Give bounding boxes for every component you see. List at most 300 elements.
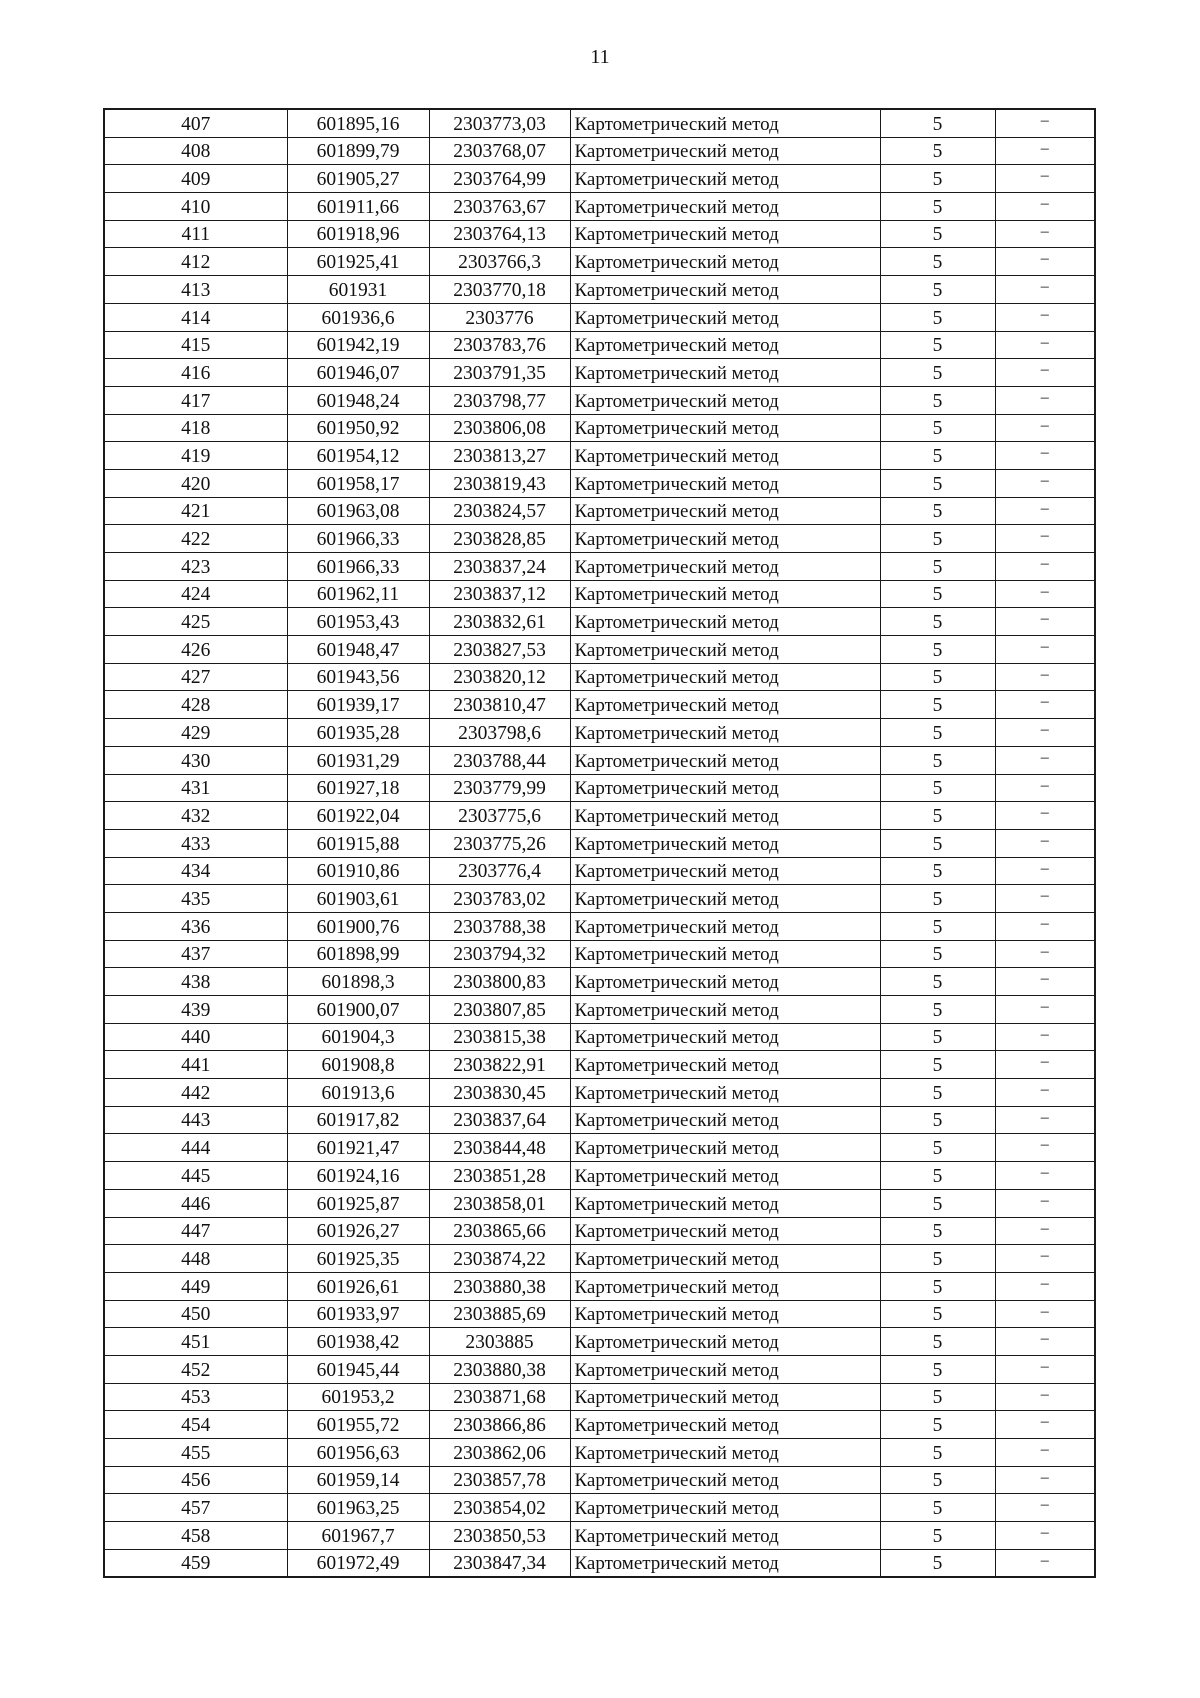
table-row (104, 193, 1095, 221)
table-row (104, 885, 1095, 913)
description-cell: – (995, 276, 1095, 304)
table-row (104, 1411, 1095, 1439)
x-coordinate-cell: 601936,6 (287, 303, 429, 331)
y-coordinate-cell: 2303798,6 (429, 719, 570, 747)
description-cell: – (995, 885, 1095, 913)
table-row (104, 1079, 1095, 1107)
x-coordinate-cell: 601926,61 (287, 1272, 429, 1300)
accuracy-cell: 5 (880, 940, 995, 968)
accuracy-cell: 5 (880, 580, 995, 608)
method-cell: Картометрический метод (570, 220, 880, 248)
description-cell: – (995, 248, 1095, 276)
table-row (104, 691, 1095, 719)
description-cell: – (995, 469, 1095, 497)
accuracy-cell: 5 (880, 1162, 995, 1190)
x-coordinate-cell: 601959,14 (287, 1466, 429, 1494)
description-cell: – (995, 1106, 1095, 1134)
description-cell: – (995, 386, 1095, 414)
table-row (104, 248, 1095, 276)
accuracy-cell: 5 (880, 553, 995, 581)
y-coordinate-cell: 2303832,61 (429, 608, 570, 636)
description-cell: – (995, 1134, 1095, 1162)
x-coordinate-cell: 601900,76 (287, 912, 429, 940)
table-row (104, 1106, 1095, 1134)
y-coordinate-cell: 2303798,77 (429, 386, 570, 414)
accuracy-cell: 5 (880, 193, 995, 221)
method-cell: Картометрический метод (570, 1162, 880, 1190)
table-row (104, 469, 1095, 497)
page-number: 11 (590, 46, 610, 68)
accuracy-cell: 5 (880, 303, 995, 331)
accuracy-cell: 5 (880, 774, 995, 802)
point-number-cell: 445 (104, 1162, 287, 1190)
method-cell: Картометрический метод (570, 719, 880, 747)
point-number-cell: 450 (104, 1300, 287, 1328)
method-cell: Картометрический метод (570, 1300, 880, 1328)
method-cell: Картометрический метод (570, 386, 880, 414)
accuracy-cell: 5 (880, 968, 995, 996)
y-coordinate-cell: 2303819,43 (429, 469, 570, 497)
accuracy-cell: 5 (880, 442, 995, 470)
method-cell: Картометрический метод (570, 359, 880, 387)
accuracy-cell: 5 (880, 469, 995, 497)
x-coordinate-cell: 601962,11 (287, 580, 429, 608)
accuracy-cell: 5 (880, 691, 995, 719)
y-coordinate-cell: 2303788,38 (429, 912, 570, 940)
accuracy-cell: 5 (880, 1494, 995, 1522)
x-coordinate-cell: 601938,42 (287, 1328, 429, 1356)
method-cell: Картометрический метод (570, 1272, 880, 1300)
method-cell: Картометрический метод (570, 1023, 880, 1051)
table-row (104, 719, 1095, 747)
method-cell: Картометрический метод (570, 414, 880, 442)
table-row (104, 940, 1095, 968)
accuracy-cell: 5 (880, 331, 995, 359)
method-cell: Картометрический метод (570, 1466, 880, 1494)
y-coordinate-cell: 2303885 (429, 1328, 570, 1356)
table-row (104, 553, 1095, 581)
method-cell: Картометрический метод (570, 1411, 880, 1439)
method-cell: Картометрический метод (570, 1355, 880, 1383)
x-coordinate-cell: 601931 (287, 276, 429, 304)
y-coordinate-cell: 2303828,85 (429, 525, 570, 553)
x-coordinate-cell: 601903,61 (287, 885, 429, 913)
y-coordinate-cell: 2303763,67 (429, 193, 570, 221)
description-cell: – (995, 1217, 1095, 1245)
x-coordinate-cell: 601939,17 (287, 691, 429, 719)
y-coordinate-cell: 2303874,22 (429, 1245, 570, 1273)
method-cell: Картометрический метод (570, 1328, 880, 1356)
accuracy-cell: 5 (880, 1272, 995, 1300)
point-number-cell: 436 (104, 912, 287, 940)
table-row (104, 165, 1095, 193)
x-coordinate-cell: 601967,7 (287, 1522, 429, 1550)
description-cell: – (995, 663, 1095, 691)
method-cell: Картометрический метод (570, 636, 880, 664)
x-coordinate-cell: 601895,16 (287, 109, 429, 137)
point-number-cell: 438 (104, 968, 287, 996)
description-cell: – (995, 912, 1095, 940)
method-cell: Картометрический метод (570, 1494, 880, 1522)
table-row (104, 996, 1095, 1024)
table-row (104, 746, 1095, 774)
table-row (104, 1355, 1095, 1383)
y-coordinate-cell: 2303847,34 (429, 1549, 570, 1577)
y-coordinate-cell: 2303837,24 (429, 553, 570, 581)
description-cell: – (995, 1549, 1095, 1577)
table-row (104, 386, 1095, 414)
point-number-cell: 459 (104, 1549, 287, 1577)
accuracy-cell: 5 (880, 1355, 995, 1383)
method-cell: Картометрический метод (570, 691, 880, 719)
x-coordinate-cell: 601927,18 (287, 774, 429, 802)
accuracy-cell: 5 (880, 1411, 995, 1439)
description-cell: – (995, 497, 1095, 525)
accuracy-cell: 5 (880, 1522, 995, 1550)
accuracy-cell: 5 (880, 1217, 995, 1245)
method-cell: Картометрический метод (570, 663, 880, 691)
description-cell: – (995, 303, 1095, 331)
description-cell: – (995, 331, 1095, 359)
point-number-cell: 458 (104, 1522, 287, 1550)
point-number-cell: 446 (104, 1189, 287, 1217)
method-cell: Картометрический метод (570, 442, 880, 470)
y-coordinate-cell: 2303806,08 (429, 414, 570, 442)
method-cell: Картометрический метод (570, 1245, 880, 1273)
method-cell: Картометрический метод (570, 912, 880, 940)
y-coordinate-cell: 2303837,12 (429, 580, 570, 608)
description-cell: – (995, 165, 1095, 193)
y-coordinate-cell: 2303880,38 (429, 1355, 570, 1383)
point-number-cell: 416 (104, 359, 287, 387)
x-coordinate-cell: 601954,12 (287, 442, 429, 470)
y-coordinate-cell: 2303791,35 (429, 359, 570, 387)
y-coordinate-cell: 2303813,27 (429, 442, 570, 470)
point-number-cell: 421 (104, 497, 287, 525)
point-number-cell: 449 (104, 1272, 287, 1300)
description-cell: – (995, 746, 1095, 774)
table-row (104, 442, 1095, 470)
table-row (104, 1328, 1095, 1356)
method-cell: Картометрический метод (570, 857, 880, 885)
x-coordinate-cell: 601963,08 (287, 497, 429, 525)
accuracy-cell: 5 (880, 1466, 995, 1494)
method-cell: Картометрический метод (570, 137, 880, 165)
point-number-cell: 409 (104, 165, 287, 193)
table-row (104, 774, 1095, 802)
table-row (104, 1189, 1095, 1217)
accuracy-cell: 5 (880, 829, 995, 857)
point-number-cell: 432 (104, 802, 287, 830)
method-cell: Картометрический метод (570, 1106, 880, 1134)
x-coordinate-cell: 601910,86 (287, 857, 429, 885)
accuracy-cell: 5 (880, 746, 995, 774)
x-coordinate-cell: 601899,79 (287, 137, 429, 165)
point-number-cell: 414 (104, 303, 287, 331)
accuracy-cell: 5 (880, 276, 995, 304)
description-cell: – (995, 1328, 1095, 1356)
x-coordinate-cell: 601935,28 (287, 719, 429, 747)
point-number-cell: 417 (104, 386, 287, 414)
table-row (104, 359, 1095, 387)
x-coordinate-cell: 601921,47 (287, 1134, 429, 1162)
table-row (104, 1383, 1095, 1411)
point-number-cell: 415 (104, 331, 287, 359)
accuracy-cell: 5 (880, 525, 995, 553)
description-cell: – (995, 857, 1095, 885)
y-coordinate-cell: 2303783,02 (429, 885, 570, 913)
point-number-cell: 424 (104, 580, 287, 608)
x-coordinate-cell: 601898,3 (287, 968, 429, 996)
description-cell: – (995, 1051, 1095, 1079)
method-cell: Картометрический метод (570, 829, 880, 857)
method-cell: Картометрический метод (570, 276, 880, 304)
point-number-cell: 411 (104, 220, 287, 248)
point-number-cell: 448 (104, 1245, 287, 1273)
x-coordinate-cell: 601950,92 (287, 414, 429, 442)
table-row (104, 137, 1095, 165)
table-row (104, 1051, 1095, 1079)
description-cell: – (995, 1522, 1095, 1550)
x-coordinate-cell: 601956,63 (287, 1439, 429, 1467)
table-row (104, 109, 1095, 137)
table-row (104, 857, 1095, 885)
method-cell: Картометрический метод (570, 1217, 880, 1245)
description-cell: – (995, 1162, 1095, 1190)
x-coordinate-cell: 601943,56 (287, 663, 429, 691)
point-number-cell: 422 (104, 525, 287, 553)
point-number-cell: 439 (104, 996, 287, 1024)
x-coordinate-cell: 601925,41 (287, 248, 429, 276)
accuracy-cell: 5 (880, 1079, 995, 1107)
y-coordinate-cell: 2303810,47 (429, 691, 570, 719)
description-cell: – (995, 1439, 1095, 1467)
y-coordinate-cell: 2303830,45 (429, 1079, 570, 1107)
y-coordinate-cell: 2303858,01 (429, 1189, 570, 1217)
table-row (104, 912, 1095, 940)
method-cell: Картометрический метод (570, 1079, 880, 1107)
accuracy-cell: 5 (880, 719, 995, 747)
table-row (104, 1023, 1095, 1051)
point-number-cell: 423 (104, 553, 287, 581)
table-row (104, 636, 1095, 664)
accuracy-cell: 5 (880, 1245, 995, 1273)
accuracy-cell: 5 (880, 912, 995, 940)
method-cell: Картометрический метод (570, 580, 880, 608)
method-cell: Картометрический метод (570, 802, 880, 830)
x-coordinate-cell: 601955,72 (287, 1411, 429, 1439)
point-number-cell: 425 (104, 608, 287, 636)
x-coordinate-cell: 601905,27 (287, 165, 429, 193)
x-coordinate-cell: 601911,66 (287, 193, 429, 221)
method-cell: Картометрический метод (570, 1522, 880, 1550)
y-coordinate-cell: 2303770,18 (429, 276, 570, 304)
description-cell: – (995, 1189, 1095, 1217)
accuracy-cell: 5 (880, 1383, 995, 1411)
point-number-cell: 443 (104, 1106, 287, 1134)
point-number-cell: 435 (104, 885, 287, 913)
description-cell: – (995, 220, 1095, 248)
accuracy-cell: 5 (880, 996, 995, 1024)
y-coordinate-cell: 2303822,91 (429, 1051, 570, 1079)
y-coordinate-cell: 2303820,12 (429, 663, 570, 691)
y-coordinate-cell: 2303871,68 (429, 1383, 570, 1411)
y-coordinate-cell: 2303824,57 (429, 497, 570, 525)
y-coordinate-cell: 2303775,26 (429, 829, 570, 857)
x-coordinate-cell: 601918,96 (287, 220, 429, 248)
point-number-cell: 434 (104, 857, 287, 885)
point-number-cell: 440 (104, 1023, 287, 1051)
point-number-cell: 426 (104, 636, 287, 664)
accuracy-cell: 5 (880, 1051, 995, 1079)
accuracy-cell: 5 (880, 248, 995, 276)
description-cell: – (995, 137, 1095, 165)
y-coordinate-cell: 2303768,07 (429, 137, 570, 165)
description-cell: – (995, 1383, 1095, 1411)
method-cell: Картометрический метод (570, 940, 880, 968)
table-row (104, 414, 1095, 442)
description-cell: – (995, 1272, 1095, 1300)
coordinates-table (103, 108, 1096, 1578)
method-cell: Картометрический метод (570, 469, 880, 497)
x-coordinate-cell: 601925,87 (287, 1189, 429, 1217)
x-coordinate-cell: 601924,16 (287, 1162, 429, 1190)
table-row (104, 1439, 1095, 1467)
x-coordinate-cell: 601966,33 (287, 553, 429, 581)
point-number-cell: 429 (104, 719, 287, 747)
method-cell: Картометрический метод (570, 996, 880, 1024)
table-row (104, 1494, 1095, 1522)
description-cell: – (995, 691, 1095, 719)
accuracy-cell: 5 (880, 497, 995, 525)
point-number-cell: 451 (104, 1328, 287, 1356)
y-coordinate-cell: 2303857,78 (429, 1466, 570, 1494)
x-coordinate-cell: 601953,2 (287, 1383, 429, 1411)
description-cell: – (995, 1023, 1095, 1051)
y-coordinate-cell: 2303807,85 (429, 996, 570, 1024)
table-row (104, 1272, 1095, 1300)
method-cell: Картометрический метод (570, 1134, 880, 1162)
table-row (104, 525, 1095, 553)
x-coordinate-cell: 601963,25 (287, 1494, 429, 1522)
description-cell: – (995, 553, 1095, 581)
method-cell: Картометрический метод (570, 109, 880, 137)
description-cell: – (995, 1355, 1095, 1383)
y-coordinate-cell: 2303850,53 (429, 1522, 570, 1550)
y-coordinate-cell: 2303779,99 (429, 774, 570, 802)
x-coordinate-cell: 601908,8 (287, 1051, 429, 1079)
description-cell: – (995, 359, 1095, 387)
y-coordinate-cell: 2303764,99 (429, 165, 570, 193)
x-coordinate-cell: 601958,17 (287, 469, 429, 497)
point-number-cell: 444 (104, 1134, 287, 1162)
y-coordinate-cell: 2303815,38 (429, 1023, 570, 1051)
description-cell: – (995, 719, 1095, 747)
method-cell: Картометрический метод (570, 303, 880, 331)
method-cell: Картометрический метод (570, 165, 880, 193)
point-number-cell: 410 (104, 193, 287, 221)
accuracy-cell: 5 (880, 414, 995, 442)
x-coordinate-cell: 601972,49 (287, 1549, 429, 1577)
x-coordinate-cell: 601898,99 (287, 940, 429, 968)
y-coordinate-cell: 2303783,76 (429, 331, 570, 359)
table-row (104, 608, 1095, 636)
table-row (104, 1300, 1095, 1328)
accuracy-cell: 5 (880, 663, 995, 691)
table-row (104, 1549, 1095, 1577)
table-row (104, 1522, 1095, 1550)
point-number-cell: 408 (104, 137, 287, 165)
accuracy-cell: 5 (880, 137, 995, 165)
point-number-cell: 431 (104, 774, 287, 802)
table-row (104, 331, 1095, 359)
table-row (104, 276, 1095, 304)
method-cell: Картометрический метод (570, 553, 880, 581)
accuracy-cell: 5 (880, 165, 995, 193)
y-coordinate-cell: 2303788,44 (429, 746, 570, 774)
description-cell: – (995, 608, 1095, 636)
accuracy-cell: 5 (880, 857, 995, 885)
y-coordinate-cell: 2303827,53 (429, 636, 570, 664)
x-coordinate-cell: 601904,3 (287, 1023, 429, 1051)
x-coordinate-cell: 601915,88 (287, 829, 429, 857)
point-number-cell: 413 (104, 276, 287, 304)
x-coordinate-cell: 601966,33 (287, 525, 429, 553)
table-row (104, 303, 1095, 331)
method-cell: Картометрический метод (570, 885, 880, 913)
description-cell: – (995, 1411, 1095, 1439)
y-coordinate-cell: 2303776,4 (429, 857, 570, 885)
accuracy-cell: 5 (880, 386, 995, 414)
y-coordinate-cell: 2303862,06 (429, 1439, 570, 1467)
y-coordinate-cell: 2303837,64 (429, 1106, 570, 1134)
accuracy-cell: 5 (880, 1328, 995, 1356)
description-cell: – (995, 829, 1095, 857)
table-row (104, 802, 1095, 830)
description-cell: – (995, 1245, 1095, 1273)
accuracy-cell: 5 (880, 359, 995, 387)
y-coordinate-cell: 2303764,13 (429, 220, 570, 248)
description-cell: – (995, 968, 1095, 996)
x-coordinate-cell: 601946,07 (287, 359, 429, 387)
x-coordinate-cell: 601953,43 (287, 608, 429, 636)
description-cell: – (995, 1494, 1095, 1522)
x-coordinate-cell: 601925,35 (287, 1245, 429, 1273)
x-coordinate-cell: 601945,44 (287, 1355, 429, 1383)
accuracy-cell: 5 (880, 1189, 995, 1217)
x-coordinate-cell: 601931,29 (287, 746, 429, 774)
y-coordinate-cell: 2303885,69 (429, 1300, 570, 1328)
point-number-cell: 455 (104, 1439, 287, 1467)
y-coordinate-cell: 2303775,6 (429, 802, 570, 830)
table-row (104, 1245, 1095, 1273)
y-coordinate-cell: 2303851,28 (429, 1162, 570, 1190)
method-cell: Картометрический метод (570, 774, 880, 802)
table-row (104, 1162, 1095, 1190)
point-number-cell: 418 (104, 414, 287, 442)
table-row (104, 497, 1095, 525)
table-row (104, 968, 1095, 996)
method-cell: Картометрический метод (570, 497, 880, 525)
point-number-cell: 437 (104, 940, 287, 968)
description-cell: – (995, 636, 1095, 664)
description-cell: – (995, 1300, 1095, 1328)
y-coordinate-cell: 2303880,38 (429, 1272, 570, 1300)
y-coordinate-cell: 2303800,83 (429, 968, 570, 996)
method-cell: Картометрический метод (570, 746, 880, 774)
x-coordinate-cell: 601933,97 (287, 1300, 429, 1328)
point-number-cell: 457 (104, 1494, 287, 1522)
